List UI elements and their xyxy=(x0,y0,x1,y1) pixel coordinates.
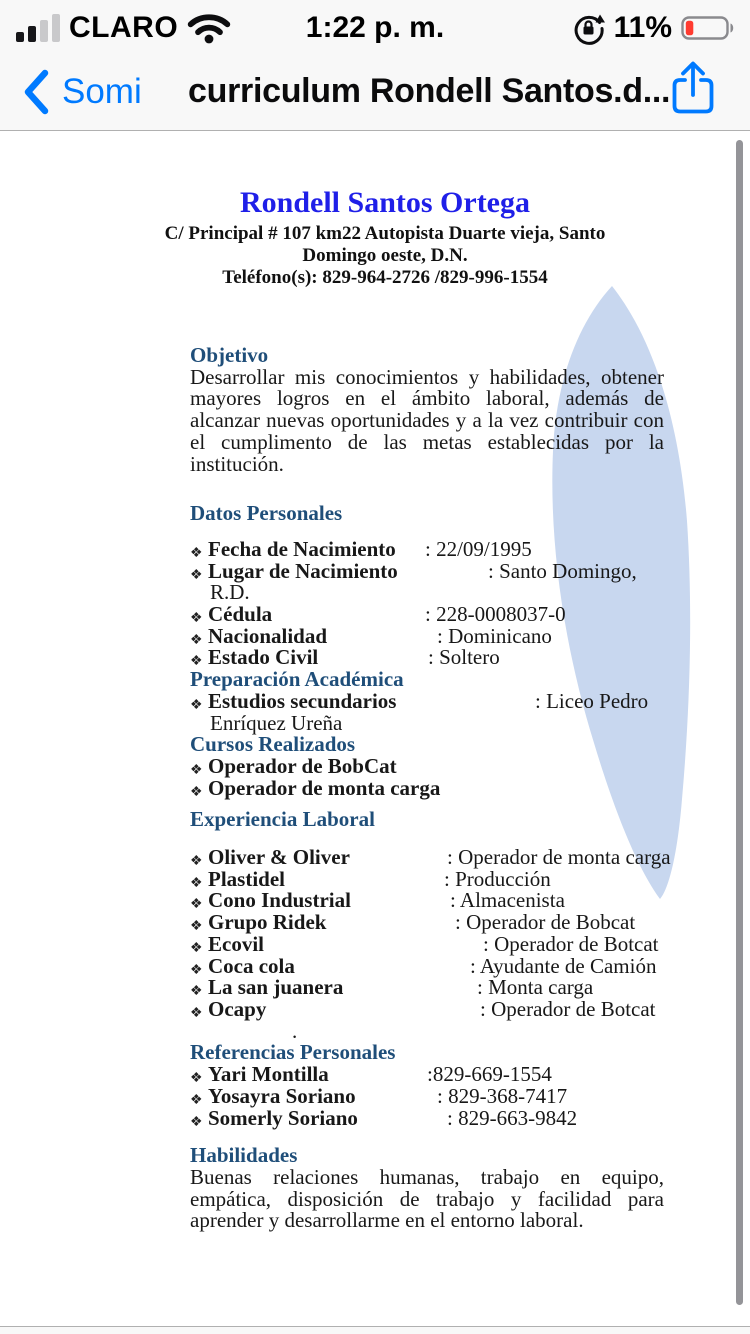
field-value: : Operador de Bobcat xyxy=(455,910,636,935)
field-label: Cono Industrial xyxy=(208,888,351,913)
field-value: : Operador de monta carga xyxy=(447,845,671,870)
status-time: 1:22 p. m. xyxy=(305,11,445,44)
list-item xyxy=(190,536,664,561)
chevron-left-icon xyxy=(22,68,50,116)
bottom-toolbar-edge xyxy=(0,1326,750,1334)
diamond-bullet-icon: ❖ xyxy=(190,567,203,583)
referencias-list xyxy=(190,1064,664,1129)
field-value: : Dominicano xyxy=(437,623,552,648)
list-item xyxy=(190,931,664,956)
field-value: :829-669-1554 xyxy=(427,1062,552,1087)
diamond-bullet-icon: ❖ xyxy=(190,784,203,800)
section-heading-experiencia: Experiencia Laboral xyxy=(190,807,375,832)
field-value: : 829-663-9842 xyxy=(447,1105,578,1130)
share-icon xyxy=(670,60,716,116)
list-item xyxy=(190,890,664,912)
scrollbar[interactable] xyxy=(736,140,743,1305)
back-button-label: Somi xyxy=(62,72,142,111)
diamond-bullet-icon: ❖ xyxy=(190,1005,203,1021)
diamond-bullet-icon: ❖ xyxy=(190,919,203,935)
field-label: Estado Civil xyxy=(208,645,319,670)
diamond-bullet-icon: ❖ xyxy=(190,545,203,561)
diamond-bullet-icon: ❖ xyxy=(190,1071,203,1087)
battery-icon xyxy=(681,14,736,42)
field-label: Operador de monta carga xyxy=(208,775,441,800)
field-label: Coca cola xyxy=(208,953,295,978)
diamond-bullet-icon: ❖ xyxy=(190,762,203,778)
document-title: curriculum Rondell Santos.d... xyxy=(188,72,671,110)
list-item xyxy=(190,688,664,713)
field-value: : Almacenista xyxy=(450,888,565,913)
field-value: : Santo Domingo, xyxy=(488,558,637,583)
field-label: Ecovil xyxy=(208,931,264,956)
field-value: : Operador de Botcat xyxy=(480,996,656,1021)
field-label: Nacionalidad xyxy=(208,623,328,648)
list-item xyxy=(190,912,664,934)
experiencia-list xyxy=(190,845,671,1043)
field-value: : 228-0008037-0 xyxy=(425,602,566,627)
field-label: Somerly Soriano xyxy=(208,1105,358,1130)
diamond-bullet-icon: ❖ xyxy=(190,962,203,978)
field-label: Cédula xyxy=(208,602,273,627)
list-item xyxy=(190,753,664,778)
diamond-bullet-icon: ❖ xyxy=(190,697,203,713)
section-heading-habilidades: Habilidades xyxy=(190,1143,298,1168)
list-item xyxy=(190,845,671,870)
field-value: : Ayudante de Camión xyxy=(470,953,657,978)
resume-name: Rondell Santos Ortega xyxy=(239,186,530,219)
field-label: Plastidel xyxy=(208,866,285,891)
section-heading-referencias: Referencias Personales xyxy=(190,1040,396,1065)
battery-percent-label: 11% xyxy=(613,11,672,44)
field-label: Operador de BobCat xyxy=(208,753,397,778)
list-item xyxy=(190,558,664,583)
diamond-bullet-icon: ❖ xyxy=(190,897,203,913)
field-label: La san juanera xyxy=(208,975,344,1000)
list-item xyxy=(190,996,664,1021)
status-bar xyxy=(0,0,750,54)
field-value: : Monta carga xyxy=(477,975,594,1000)
field-value: : Operador de Botcat xyxy=(483,931,659,956)
list-item xyxy=(190,647,664,669)
field-value: : Liceo Pedro xyxy=(535,688,649,713)
resume-phone: Teléfono(s): 829-964-2726 /829-996-1554 xyxy=(222,267,548,288)
diamond-bullet-icon: ❖ xyxy=(190,984,203,1000)
field-label: Grupo Ridek xyxy=(208,910,327,935)
resume-address-line2: Domingo oeste, D.N. xyxy=(302,245,468,266)
objetivo-paragraph: Desarrollar mis conocimientos y habilidades, obtener mayores logros en el ámbito laboral, además de alcanzar nuevas oportunidades y a la vez contribuir con el cumplimento de las metas establecidas por la institución. xyxy=(190,364,664,476)
field-label: Oliver & Oliver xyxy=(208,845,350,870)
diamond-bullet-icon: ❖ xyxy=(190,1092,203,1108)
field-label: Ocapy xyxy=(208,996,267,1021)
list-item xyxy=(190,977,664,999)
field-label: Estudios secundarios xyxy=(208,688,397,713)
nav-bar xyxy=(0,54,750,130)
field-value: : 829-368-7417 xyxy=(437,1083,568,1108)
list-item xyxy=(190,623,664,648)
carrier-label: CLARO xyxy=(69,11,179,44)
field-value-continuation: Enríquez Ureña xyxy=(210,710,343,735)
field-label: Lugar de Nacimiento xyxy=(208,558,398,583)
document-page[interactable] xyxy=(0,131,750,1326)
diamond-bullet-icon: ❖ xyxy=(190,632,203,648)
list-item xyxy=(190,1105,664,1130)
list-item xyxy=(190,866,664,891)
status-right xyxy=(572,11,736,45)
field-value-continuation: R.D. xyxy=(210,580,250,605)
diamond-bullet-icon: ❖ xyxy=(190,611,203,627)
field-value: : Producción xyxy=(444,866,551,891)
section-heading-objetivo: Objetivo xyxy=(190,343,269,367)
resume-header xyxy=(105,183,665,289)
top-chrome xyxy=(0,0,750,131)
share-button[interactable] xyxy=(670,60,716,116)
rotation-lock-icon xyxy=(572,12,605,45)
diamond-bullet-icon: ❖ xyxy=(190,654,203,670)
habilidades-paragraph: Buenas relaciones humanas, trabajo en equipo, empática, disposición de trabajo y facilidad para aprender y desarrollarme en el entorno laboral. xyxy=(190,1164,664,1233)
field-value: : Soltero xyxy=(428,645,500,670)
diamond-bullet-icon: ❖ xyxy=(190,1114,203,1130)
datos-list xyxy=(190,536,664,670)
diamond-bullet-icon: ❖ xyxy=(190,875,203,891)
field-value: : 22/09/1995 xyxy=(425,536,532,561)
resume-body xyxy=(190,343,671,1233)
field-label: Yosayra Soriano xyxy=(208,1083,356,1108)
list-item xyxy=(190,1064,664,1086)
list-item xyxy=(190,953,664,978)
section-heading-preparacion: Preparación Académica xyxy=(190,667,404,692)
section-heading-cursos: Cursos Realizados xyxy=(190,732,356,757)
back-button[interactable] xyxy=(22,68,142,116)
diamond-bullet-icon: ❖ xyxy=(190,854,203,870)
field-label: Yari Montilla xyxy=(208,1062,329,1087)
list-item xyxy=(190,604,664,626)
field-label: Fecha de Nacimiento xyxy=(208,536,396,561)
list-item xyxy=(190,1083,664,1108)
section-heading-datos: Datos Personales xyxy=(190,501,343,526)
resume-address-line1: C/ Principal # 107 km22 Autopista Duarte vieja, Santo xyxy=(164,223,606,244)
list-item xyxy=(190,775,664,800)
stray-period: . xyxy=(292,1018,298,1043)
diamond-bullet-icon: ❖ xyxy=(190,940,203,956)
